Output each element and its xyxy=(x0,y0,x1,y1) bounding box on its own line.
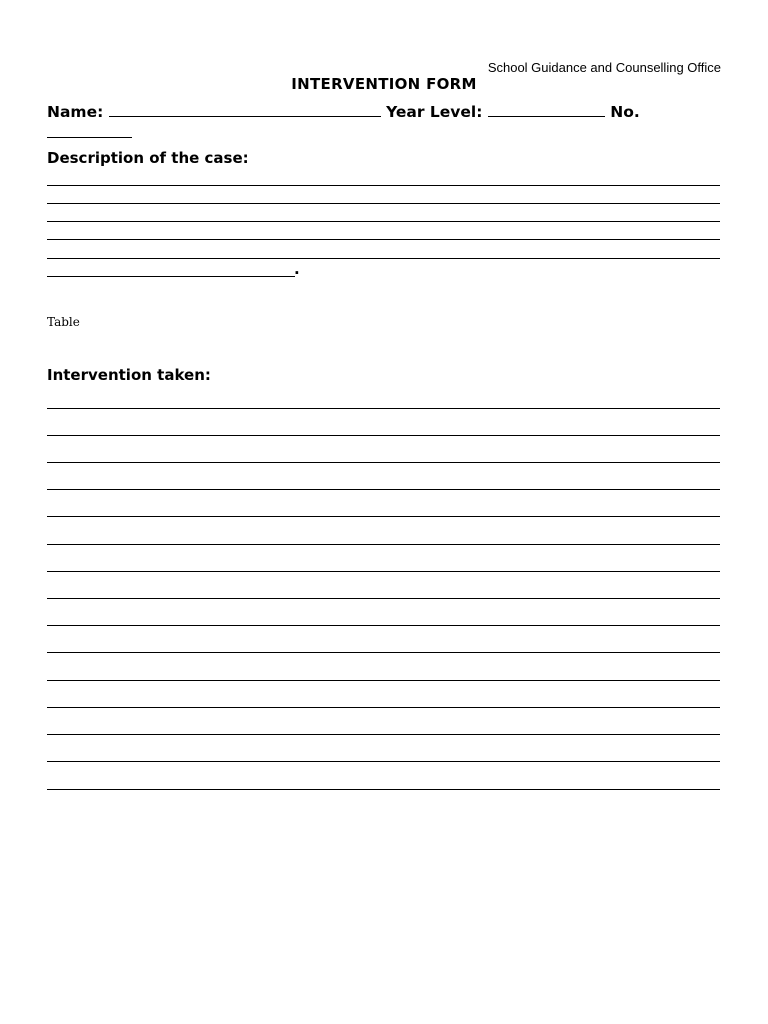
intervention-line[interactable] xyxy=(47,789,720,790)
description-line[interactable] xyxy=(47,203,720,204)
number-blank[interactable] xyxy=(47,123,132,138)
description-end-period: . xyxy=(294,260,300,278)
name-label: Name: xyxy=(47,103,104,121)
intervention-line[interactable] xyxy=(47,680,720,681)
description-line[interactable] xyxy=(47,239,720,240)
intervention-line[interactable] xyxy=(47,489,720,490)
description-line[interactable] xyxy=(47,221,720,222)
intervention-line[interactable] xyxy=(47,435,720,436)
intervention-line[interactable] xyxy=(47,761,720,762)
description-line[interactable] xyxy=(47,258,720,259)
intervention-line[interactable] xyxy=(47,625,720,626)
year-level-label: Year Level: xyxy=(386,103,483,121)
table-placeholder-label: Table xyxy=(47,315,80,329)
office-name: School Guidance and Counselling Office xyxy=(487,60,721,75)
description-line-last[interactable] xyxy=(47,276,295,277)
intervention-line[interactable] xyxy=(47,707,720,708)
intervention-line[interactable] xyxy=(47,544,720,545)
name-blank[interactable] xyxy=(109,102,381,117)
form-title: INTERVENTION FORM xyxy=(291,75,477,93)
intervention-heading: Intervention taken: xyxy=(47,366,211,384)
year-level-blank[interactable] xyxy=(488,102,605,117)
intervention-line[interactable] xyxy=(47,516,720,517)
intervention-line[interactable] xyxy=(47,598,720,599)
description-heading: Description of the case: xyxy=(47,149,249,167)
number-label: No. xyxy=(610,103,640,121)
intervention-line[interactable] xyxy=(47,462,720,463)
intervention-line[interactable] xyxy=(47,408,720,409)
description-line[interactable] xyxy=(47,185,720,186)
student-info-row xyxy=(47,102,721,144)
intervention-line[interactable] xyxy=(47,571,720,572)
intervention-line[interactable] xyxy=(47,734,720,735)
intervention-line[interactable] xyxy=(47,652,720,653)
